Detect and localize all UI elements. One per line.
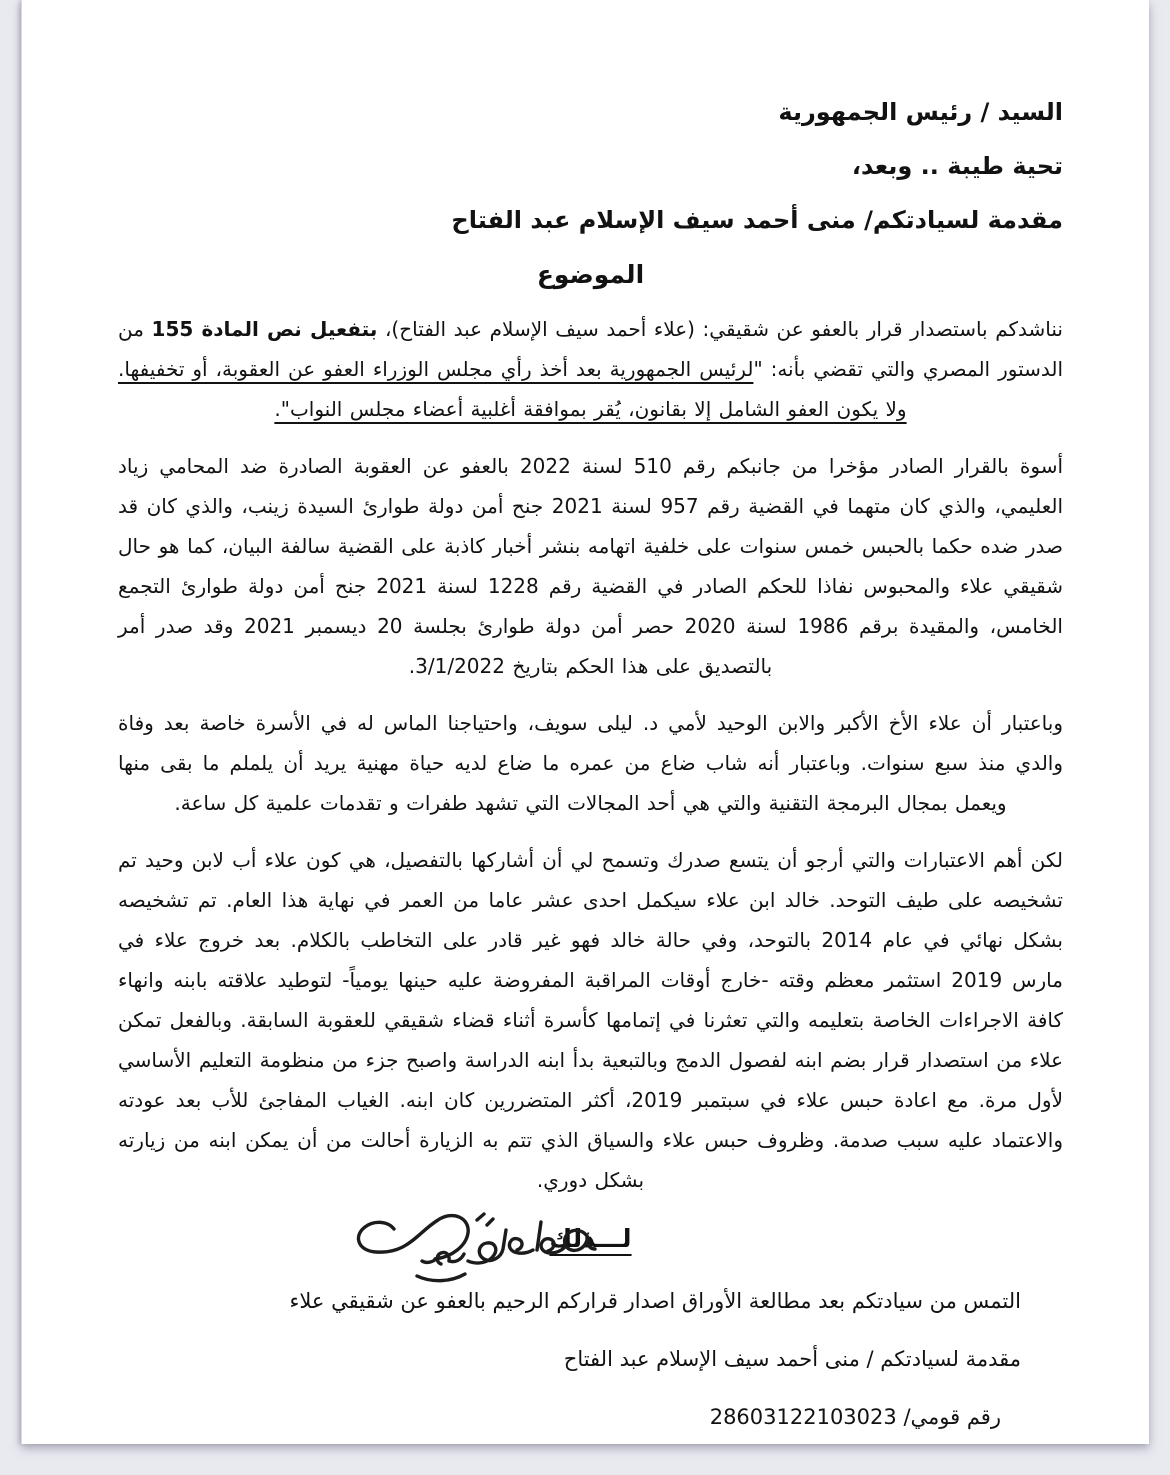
- precedent-paragraph: أسوة بالقرار الصادر مؤخرا من جانبكم رقم 510 لسنة 2022 بالعفو عن العقوبة الصادرة ضد المحامي زياد العليمي، والذي كان متهما في القضية رقم 957 لسنة 2021 جنح أمن دولة طوارئ السيدة زينب، والذي كان قد صدر ضده حكما بالحبس خمس سنوات على خلفية اتهامه بنشر أخبار كاذبة على القضية سالفة البيان، كما هو حال شقيقي علاء والمحبوس نفاذا للحكم الصادر في القضية رقم 1228 لسنة 2021 جنح أمن دولة طوارئ التجمع الخامس، والمقيدة برقم 1986 لسنة 2020 حصر أمن دولة طوارئ بجلسة 20 ديسمبر 2021 وقد صدر أمر بالتصديق على هذا الحكم بتاريخ 3/1/2022.: [118, 454, 1064, 678]
- appeal-paragraph: [118, 309, 1063, 429]
- submitted-by-line: مقدمة لسيادتكم / منى أحمد سيف الإسلام عبد الفتاح: [563, 1347, 1021, 1371]
- handwritten-signature: [317, 1196, 602, 1308]
- request-line: التمس من سيادتكم بعد مطالعة الأوراق اصدار قراركم الرحيم بالعفو عن شقيقي علاء: [289, 1289, 1021, 1313]
- letter-page: [21, 0, 1149, 1444]
- recipient-line: السيد / رئيس الجمهورية: [778, 98, 1063, 126]
- presenter-line: مقدمة لسيادتكم/ منى أحمد سيف الإسلام عبد الفتاح: [451, 206, 1063, 234]
- therefore-heading: لـــذلك: [549, 1224, 632, 1253]
- national-id-line: رقم قومي/ 28603122103023: [709, 1405, 1001, 1429]
- considerations-paragraph: لكن أهم الاعتبارات والتي أرجو أن يتسع صدرك وتسمح لي أن أشاركها بالتفصيل، هي كون علاء أب لابن وحيد تم تشخيصه على طيف التوحد. خالد ابن علاء سيكمل احدى عشر عاما من العمر في نهاية هذا العام. تم تشخيصه بشكل نهائي في عام 2014 بالتوحد، وفي حالة خالد فهو غير قادر على التخاطب بالكلام. بعد خروج علاء في مارس 2019 استثمر معظم وقته -خارج أوقات المراقبة المفروضة عليه حينها يومياً- لتوطيد علاقته بابنه وانهاء كافة الاجراءات الخاصة بتعليمه والتي تعثرنا في إتمامها كأسرة أثناء قضاء شقيقي للعقوبة السابقة. وبالفعل تمكن علاء من استصدار قرار بضم ابنه لفصول الدمج وبالتبعية بدأ ابنه الدراسة واصبح جزء من منظومة التعليم الأساسي لأول مرة. مع اعادة حبس علاء في سبتمبر 2019، أكثر المتضررين كان ابنه. الغياب المفاجئ للأب بعد عودته والاعتماد عليه سبب صدمة. وظروف حبس علاء والسياق الذي تتم به الزيارة أحالت من أن يمكن ابنه من زيارته بشكل دوري.: [118, 848, 1063, 1192]
- family-paragraph: وباعتبار أن علاء الأخ الأكبر والابن الوحيد لأمي د. ليلى سويف، واحتياجنا الماس له في الأسرة خاصة بعد وفاة والدي منذ سبع سنوات. وباعتبار أنه شاب ضاع من عمره ما ضاع لديه حياة مهنية يريد أن يلملم ما بقى منها ويعمل بمجال البرمجة التقنية والتي هي أحد المجالات التي تشهد طفرات و تقدمات علمية كل ساعة.: [118, 711, 1063, 815]
- appeal-lead-text: نناشدكم باستصدار قرار بالعفو عن شقيقي: (علاء أحمد سيف الإسلام عبد الفتاح)،: [377, 317, 1063, 341]
- appeal-middle-text: من الدستور المصري والتي تقضي بأنه: ": [118, 317, 1064, 381]
- constitution-article-quote: لرئيس الجمهورية بعد أخذ رأي مجلس الوزراء العفو عن العقوبة، أو تخفيفها. ولا يكون العفو الشامل إلا بقانون، يُقر بموافقة أغلبية أعضاء مجلس النواب".: [118, 357, 907, 421]
- appeal-article-155-bold: بتفعيل نص المادة 155: [151, 317, 378, 341]
- greeting-line: تحية طيبة .. وبعد،: [851, 152, 1063, 180]
- subject-heading: الموضوع: [536, 260, 645, 289]
